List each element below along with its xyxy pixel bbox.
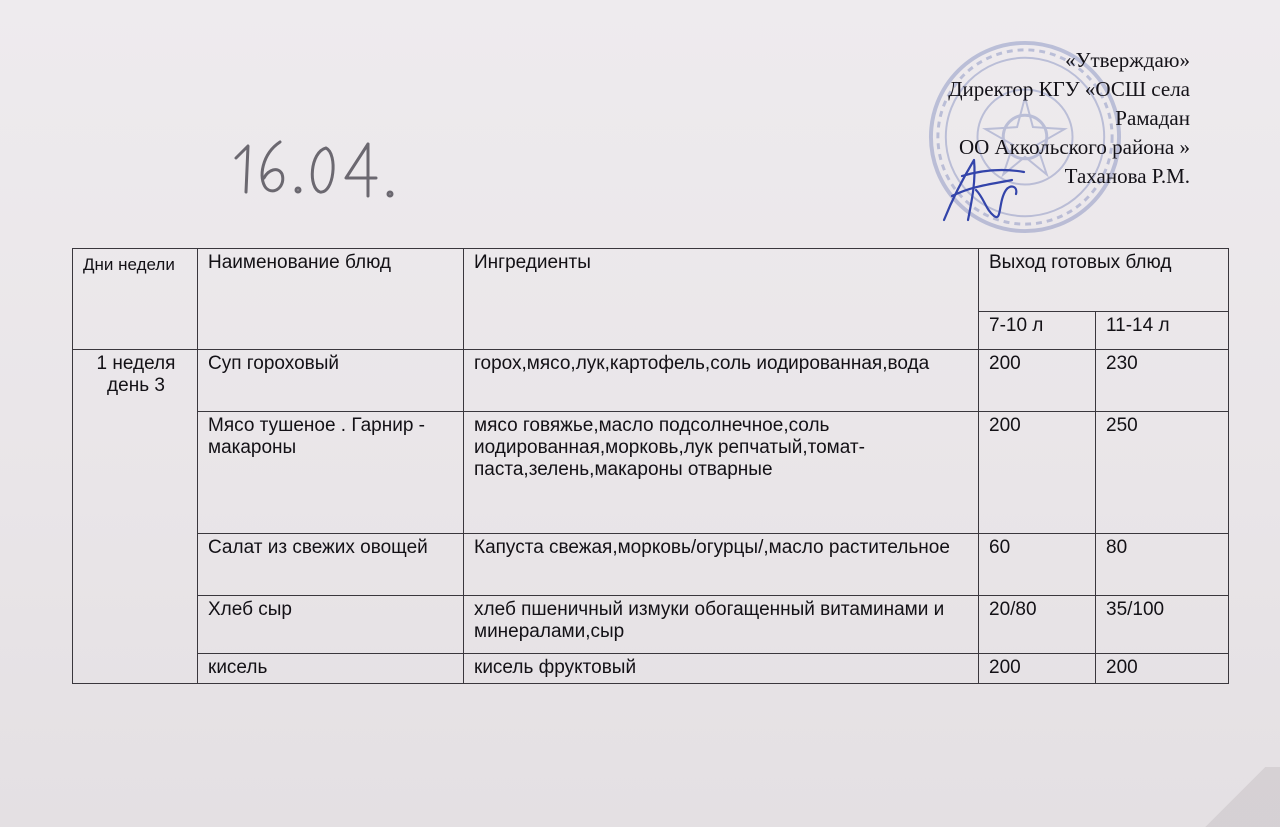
header-output: Выход готовых блюд bbox=[979, 249, 1229, 312]
value-11-14-cell: 80 bbox=[1096, 534, 1229, 596]
approval-line-4: ОО Аккольского района » bbox=[958, 135, 1190, 159]
dish-cell: Мясо тушеное . Гарнир - макароны bbox=[198, 412, 464, 534]
table-row bbox=[73, 534, 1229, 596]
value-11-14-cell: 230 bbox=[1096, 350, 1229, 412]
ingredients-cell: мясо говяжье,масло подсолнечное,соль иодированная,морковь,лук репчатый,томат-паста,зелень,макароны отварные bbox=[464, 412, 979, 534]
dish-cell: Хлеб сыр bbox=[198, 596, 464, 654]
approval-line-2: Директор КГУ «ОСШ села bbox=[948, 77, 1190, 101]
page-fold-shadow bbox=[1190, 767, 1280, 827]
value-11-14-cell: 250 bbox=[1096, 412, 1229, 534]
table-row bbox=[73, 596, 1229, 654]
approval-block bbox=[830, 46, 1190, 191]
header-ingredients: Ингредиенты bbox=[464, 249, 979, 350]
approval-line-3: Рамадан bbox=[1115, 106, 1190, 130]
day-label: 1 неделя день 3 bbox=[73, 350, 198, 684]
table-row bbox=[73, 412, 1229, 534]
dish-cell: Суп гороховый bbox=[198, 350, 464, 412]
dish-cell: кисель bbox=[198, 654, 464, 684]
ingredients-cell: кисель фруктовый bbox=[464, 654, 979, 684]
value-7-10-cell: 20/80 bbox=[979, 596, 1096, 654]
ingredients-cell: горох,мясо,лук,картофель,соль иодированная,вода bbox=[464, 350, 979, 412]
header-age-7-10: 7-10 л bbox=[979, 312, 1096, 350]
approval-line-5: Таханова Р.М. bbox=[1064, 164, 1190, 188]
value-7-10-cell: 200 bbox=[979, 412, 1096, 534]
table-header-row bbox=[73, 249, 1229, 312]
menu-table bbox=[72, 248, 1229, 684]
value-7-10-cell: 200 bbox=[979, 350, 1096, 412]
value-7-10-cell: 60 bbox=[979, 534, 1096, 596]
table-row bbox=[73, 350, 1229, 412]
handwritten-date-note bbox=[228, 130, 408, 200]
approval-line-1: «Утверждаю» bbox=[1065, 48, 1190, 72]
value-11-14-cell: 35/100 bbox=[1096, 596, 1229, 654]
header-age-11-14: 11-14 л bbox=[1096, 312, 1229, 350]
table-row bbox=[73, 654, 1229, 684]
header-dish-name: Наименование блюд bbox=[198, 249, 464, 350]
value-11-14-cell: 200 bbox=[1096, 654, 1229, 684]
header-days: Дни недели bbox=[73, 249, 198, 350]
ingredients-cell: хлеб пшеничный измуки обогащенный витаминами и минералами,сыр bbox=[464, 596, 979, 654]
dish-cell: Салат из свежих овощей bbox=[198, 534, 464, 596]
value-7-10-cell: 200 bbox=[979, 654, 1096, 684]
ingredients-cell: Капуста свежая,морковь/огурцы/,масло растительное bbox=[464, 534, 979, 596]
